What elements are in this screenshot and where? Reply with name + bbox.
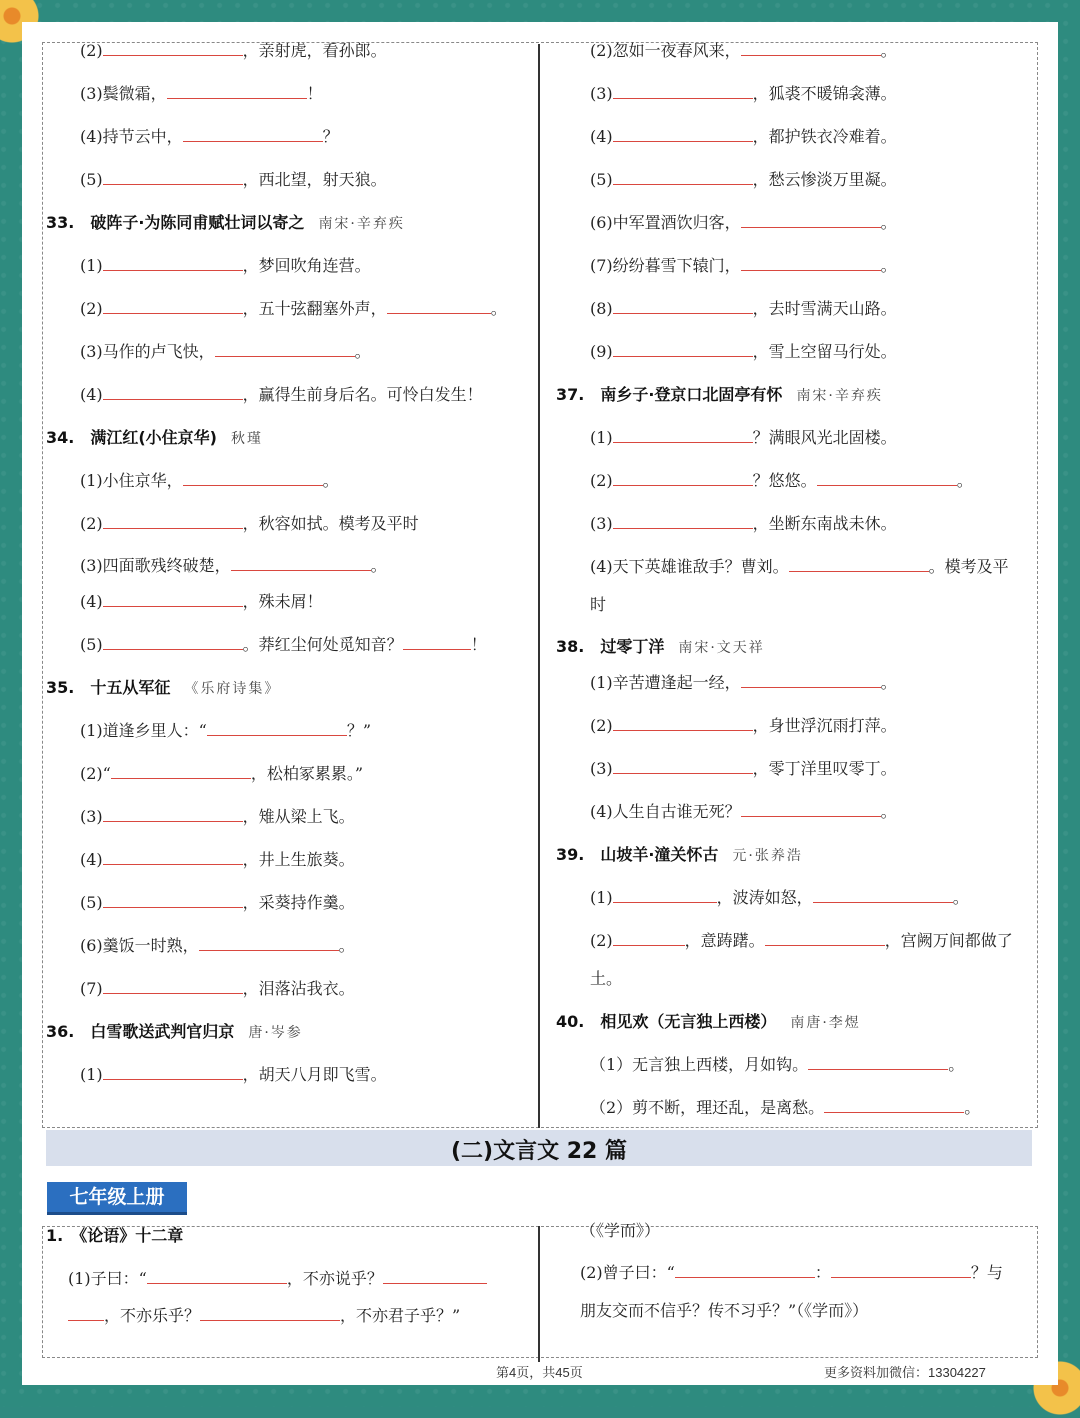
line-text: (3) <box>590 84 613 103</box>
poem-title-line <box>46 1223 183 1246</box>
line-text: ，秋容如拭。模考及平时 <box>242 514 419 533</box>
line-text: (5) <box>80 893 103 912</box>
answer-blank[interactable] <box>103 514 243 529</box>
line-text: (5) <box>80 635 103 654</box>
line-text: (1)子曰：“ <box>68 1269 147 1288</box>
fill-in-line <box>590 713 897 736</box>
answer-blank[interactable] <box>613 84 753 99</box>
fill-in-line <box>590 425 897 448</box>
line-text: 时 <box>590 595 607 614</box>
answer-blank[interactable] <box>613 299 753 314</box>
line-text: ，零丁洋里叹零丁。 <box>752 759 897 778</box>
answer-blank[interactable] <box>215 342 355 357</box>
fill-in-line <box>80 804 355 827</box>
line-text: ，雉从梁上飞。 <box>242 807 355 826</box>
line-text: ，身世浮沉雨打萍。 <box>752 716 897 735</box>
line-text: (5) <box>80 170 103 189</box>
line-text: (2)忽如一夜春风来， <box>590 41 741 60</box>
line-text: ，宫阙万间都做了 <box>884 931 1013 950</box>
line-text: ，泪落沾我衣。 <box>242 979 355 998</box>
line-text: ，不亦君子乎？” <box>340 1306 461 1325</box>
page-number: 第4页，共45页 <box>496 1365 583 1380</box>
section-header-bar <box>46 1130 1032 1166</box>
answer-blank[interactable] <box>613 428 753 443</box>
line-text: (1)辛苦遭逢起一经， <box>590 673 741 692</box>
line-text: (4)人生自古谁无死？ <box>590 802 741 821</box>
lower-frame <box>42 1226 1038 1358</box>
line-text: (4) <box>80 850 103 869</box>
fill-in-line <box>80 847 355 870</box>
line-text: (6)中军置酒饮归客， <box>590 213 741 232</box>
answer-blank[interactable] <box>741 802 881 817</box>
line-text: (1) <box>590 428 613 447</box>
answer-blank[interactable] <box>813 888 953 903</box>
line-text: ，亲射虎，看孙郎。 <box>242 41 387 60</box>
line-text: (1)小住京华， <box>80 471 183 490</box>
line-text: （1）无言独上西楼，月如钩。 <box>590 1055 809 1074</box>
line-text: (2) <box>80 299 103 318</box>
line-text: ，不亦说乎？ <box>286 1269 383 1288</box>
answer-blank[interactable] <box>103 635 243 650</box>
line-text: (2) <box>590 716 613 735</box>
fill-in-line <box>590 468 973 491</box>
line-text: (2)曾子曰：“ <box>580 1263 675 1282</box>
line-text: ？满眼风光北固楼。 <box>752 428 897 447</box>
line-text: (7) <box>80 979 103 998</box>
answer-blank[interactable] <box>103 41 243 56</box>
poem-author: 唐·岑参 <box>248 1025 303 1041</box>
fill-in-line <box>80 553 387 576</box>
answer-blank[interactable] <box>613 888 717 903</box>
line-text: (2) <box>80 514 103 533</box>
answer-blank[interactable] <box>808 1055 948 1070</box>
answer-blank[interactable] <box>613 931 685 946</box>
answer-blank[interactable] <box>200 1306 340 1321</box>
fill-in-line <box>68 1266 487 1289</box>
poem-title: 1. 《论语》十二章 <box>46 1226 184 1245</box>
line-text: (8) <box>590 299 613 318</box>
line-text: (3) <box>590 514 613 533</box>
answer-blank[interactable] <box>741 41 881 56</box>
line-text: ，西北望，射天狼。 <box>242 170 387 189</box>
line-text: ，殊未屑！ <box>242 592 323 611</box>
line-text: (1) <box>80 256 103 275</box>
answer-blank[interactable] <box>741 256 881 271</box>
column-divider <box>538 44 540 1128</box>
line-text: 土。 <box>590 969 623 988</box>
poem-title: 40. 相见欢（无言独上西楼） <box>556 1012 777 1031</box>
line-text: (1)道逢乡里人：“ <box>80 721 207 740</box>
answer-blank[interactable] <box>741 213 881 228</box>
answer-blank[interactable] <box>103 979 243 994</box>
poem-author: 南宋·辛弃疾 <box>318 216 405 232</box>
line-text: (2) <box>590 471 613 490</box>
fill-in-line <box>590 253 897 276</box>
line-text: (3) <box>590 759 613 778</box>
line-text: (1) <box>590 888 613 907</box>
line-text: ，胡天八月即飞雪。 <box>242 1065 387 1084</box>
line-text: 。 <box>952 888 969 907</box>
answer-blank[interactable] <box>765 931 885 946</box>
answer-blank[interactable] <box>103 170 243 185</box>
poem-title-line <box>556 382 883 405</box>
line-text: (3) <box>80 807 103 826</box>
line-text: (2)“ <box>80 764 111 783</box>
answer-blank[interactable] <box>199 936 339 951</box>
answer-blank[interactable] <box>817 471 957 486</box>
answer-blank[interactable] <box>613 716 753 731</box>
answer-blank[interactable] <box>183 471 323 486</box>
line-text: ，赢得生前身后名。可怜白发生！ <box>242 385 483 404</box>
poem-title: 35. 十五从军征 <box>46 678 171 697</box>
fill-in-line <box>80 1062 387 1085</box>
line-text: ，雪上空留马行处。 <box>752 342 897 361</box>
answer-blank[interactable] <box>403 635 471 650</box>
answer-blank[interactable] <box>183 127 323 142</box>
line-text: ！ <box>470 635 487 654</box>
poem-author: 南宋·文天祥 <box>678 640 765 656</box>
poem-title-line <box>46 425 263 448</box>
poem-title-line <box>556 842 803 865</box>
answer-blank[interactable] <box>103 385 243 400</box>
fill-in-line <box>80 124 339 147</box>
line-text: 。 <box>880 41 897 60</box>
fill-in-line <box>80 933 355 956</box>
line-text: 。 <box>880 673 897 692</box>
line-text: (4) <box>80 385 103 404</box>
fill-in-line <box>590 592 606 615</box>
fill-in-line <box>580 1298 868 1321</box>
fill-in-line <box>590 799 897 822</box>
line-text: 朋友交而不信乎？传不习乎？”（《学而》） <box>580 1301 869 1320</box>
line-text: 。 <box>948 1055 965 1074</box>
line-text: ，五十弦翻塞外声， <box>242 299 387 318</box>
fill-in-line <box>80 589 323 612</box>
line-text: 。 <box>322 471 339 490</box>
line-text: ，松柏冢累累。” <box>250 764 364 783</box>
fill-in-line <box>80 253 371 276</box>
fill-in-line <box>80 167 387 190</box>
line-text: ？ <box>322 127 339 146</box>
line-text: ？与 <box>970 1263 1003 1282</box>
line-text: 。 <box>880 256 897 275</box>
line-text: ，愁云惨淡万里凝。 <box>752 170 897 189</box>
line-text: (5) <box>590 170 613 189</box>
fill-in-line <box>580 1260 1003 1283</box>
fill-in-line <box>80 38 387 61</box>
fill-in-line <box>68 1303 460 1326</box>
fill-in-line <box>590 1095 980 1118</box>
answer-blank[interactable] <box>68 1306 104 1321</box>
fill-in-line <box>80 976 355 999</box>
line-text: (3)马作的卢飞快， <box>80 342 215 361</box>
answer-blank[interactable] <box>613 170 753 185</box>
poem-author: 秋瑾 <box>230 431 263 447</box>
answer-blank[interactable] <box>103 893 243 908</box>
line-text: ？” <box>346 721 372 740</box>
line-text: ，不亦乐乎？ <box>104 1306 201 1325</box>
lower-column-divider <box>538 1226 540 1362</box>
line-text: 。 <box>956 471 973 490</box>
answer-blank[interactable] <box>613 127 753 142</box>
line-text: (1) <box>80 1065 103 1084</box>
answer-blank[interactable] <box>103 299 243 314</box>
answer-blank[interactable] <box>789 557 929 572</box>
fill-in-line <box>80 468 339 491</box>
line-text: 。 <box>370 556 387 575</box>
fill-in-line <box>80 890 355 913</box>
answer-blank[interactable] <box>103 850 243 865</box>
answer-blank[interactable] <box>613 759 753 774</box>
upper-frame <box>42 42 1038 1128</box>
poem-title: 36. 白雪歌送武判官归京 <box>46 1022 235 1041</box>
answer-blank[interactable] <box>231 556 371 571</box>
answer-blank[interactable] <box>207 721 347 736</box>
fill-in-line <box>80 339 371 362</box>
answer-blank[interactable] <box>103 807 243 822</box>
line-text: 。 <box>880 213 897 232</box>
line-text: (6)羹饭一时熟， <box>80 936 199 955</box>
line-text: ，都护铁衣冷难着。 <box>752 127 897 146</box>
answer-blank[interactable] <box>741 673 881 688</box>
line-text: 。 <box>338 936 355 955</box>
answer-blank[interactable] <box>387 299 491 314</box>
poem-title-line <box>556 1009 861 1032</box>
line-text: ？悠悠。 <box>752 471 817 490</box>
poem-title-line <box>46 210 405 233</box>
fill-in-line <box>590 885 969 908</box>
answer-blank[interactable] <box>147 1269 287 1284</box>
fill-in-line <box>80 718 371 741</box>
line-text: (3)鬓微霜， <box>80 84 167 103</box>
answer-blank[interactable] <box>613 471 753 486</box>
line-text: (4) <box>590 127 613 146</box>
poem-author: 元·张养浩 <box>732 848 803 864</box>
fill-in-line <box>80 296 507 319</box>
fill-in-line <box>590 756 897 779</box>
poem-title: 37. 南乡子·登京口北固亭有怀 <box>556 385 783 404</box>
line-text: ！ <box>306 84 323 103</box>
fill-in-line <box>590 124 897 147</box>
line-text: (7)纷纷暮雪下辕门， <box>590 256 741 275</box>
section-title: (二)文言文 22 篇 <box>450 1139 628 1164</box>
answer-blank[interactable] <box>675 1263 815 1278</box>
line-text: 。莽红尘何处觅知音？ <box>242 635 403 654</box>
line-text: 。 <box>880 802 897 821</box>
answer-blank[interactable] <box>383 1269 487 1284</box>
fill-in-line <box>590 38 897 61</box>
answer-blank[interactable] <box>111 764 251 779</box>
line-text: 。模考及平 <box>928 557 1009 576</box>
line-text: ，去时雪满天山路。 <box>752 299 897 318</box>
fill-in-line <box>590 511 897 534</box>
contact-info: 更多资料加微信：13304227 <box>824 1365 986 1380</box>
fill-in-line <box>590 966 622 989</box>
line-text: ，梦回吹角连营。 <box>242 256 371 275</box>
line-text: ： <box>814 1263 831 1282</box>
line-text: （《学而》） <box>580 1221 661 1240</box>
poem-title-line <box>46 675 280 698</box>
line-text: (2) <box>590 931 613 950</box>
fill-in-line <box>590 1052 964 1075</box>
fill-in-line <box>590 554 1009 577</box>
line-text: (3)四面歌残终破楚， <box>80 556 231 575</box>
fill-in-line <box>80 761 363 784</box>
answer-blank[interactable] <box>613 342 753 357</box>
line-text: ，井上生旅葵。 <box>242 850 355 869</box>
fill-in-line <box>580 1218 660 1241</box>
line-text: (4)天下英雄谁敌手？曹刘。 <box>590 557 789 576</box>
poem-title: 38. 过零丁洋 <box>556 637 665 656</box>
poem-title-line <box>46 1019 303 1042</box>
line-text: ，狐裘不暖锦衾薄。 <box>752 84 897 103</box>
line-text: (4)持节云中， <box>80 127 183 146</box>
line-text: (4) <box>80 592 103 611</box>
answer-blank[interactable] <box>613 514 753 529</box>
line-text: ，坐断东南战未休。 <box>752 514 897 533</box>
line-text: ，采葵持作羹。 <box>242 893 355 912</box>
fill-in-line <box>590 210 897 233</box>
poem-title: 34. 满江红(小住京华) <box>46 428 217 447</box>
poem-author: 南唐·李煜 <box>790 1015 861 1031</box>
fill-in-line <box>590 928 1013 951</box>
line-text: 。 <box>354 342 371 361</box>
line-text: 。 <box>964 1098 981 1117</box>
line-text: (2) <box>80 41 103 60</box>
answer-blank[interactable] <box>824 1098 964 1113</box>
grade-label: 七年级上册 <box>47 1182 187 1215</box>
poem-author: 南宋·辛弃疾 <box>796 388 883 404</box>
line-text: （2）剪不断，理还乱，是离愁。 <box>590 1098 825 1117</box>
answer-blank[interactable] <box>103 1065 243 1080</box>
fill-in-line <box>590 339 897 362</box>
fill-in-line <box>80 81 323 104</box>
fill-in-line <box>80 632 487 655</box>
fill-in-line <box>80 511 419 534</box>
line-text: (9) <box>590 342 613 361</box>
poem-title: 39. 山坡羊·潼关怀古 <box>556 845 719 864</box>
line-text: 。 <box>490 299 507 318</box>
fill-in-line <box>590 296 897 319</box>
poem-title-line <box>556 634 765 657</box>
fill-in-line <box>590 670 897 693</box>
line-text: ，意踌躇。 <box>684 931 765 950</box>
answer-blank[interactable] <box>167 84 307 99</box>
fill-in-line <box>80 382 483 405</box>
poem-title: 33. 破阵子·为陈同甫赋壮词以寄之 <box>46 213 305 232</box>
line-text: ，波涛如怒， <box>716 888 813 907</box>
answer-blank[interactable] <box>103 592 243 607</box>
answer-blank[interactable] <box>103 256 243 271</box>
fill-in-line <box>590 167 897 190</box>
fill-in-line <box>590 81 897 104</box>
poem-author: 《乐府诗集》 <box>184 681 281 697</box>
answer-blank[interactable] <box>831 1263 971 1278</box>
